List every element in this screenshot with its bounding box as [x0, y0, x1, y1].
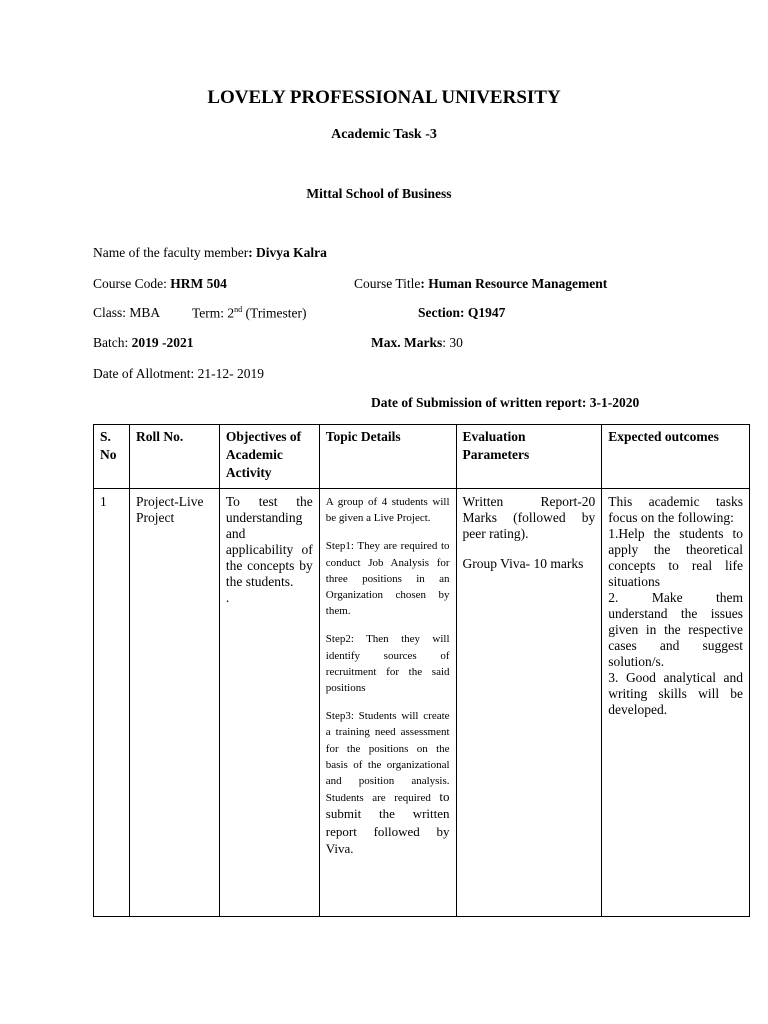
header-sno: S. No: [94, 425, 130, 489]
course-code-line: [93, 276, 227, 292]
term-rest: (Trimester): [242, 305, 307, 321]
allotment-text: Date of Allotment: 21-12- 2019: [93, 366, 264, 381]
header-outcomes: Expected outcomes: [602, 425, 750, 489]
outcome-intro: This academic tasks focus on the following:: [608, 494, 743, 525]
topic-step2: Step2: Then they will identify sources of recruitment for the said positions: [325, 633, 450, 695]
cell-roll: Project-Live Project: [129, 489, 219, 917]
cell-objectives: [219, 489, 319, 917]
course-title-value: : Human Resource Management: [420, 276, 608, 291]
course-title-line: [354, 276, 607, 292]
task-title: Academic Task -3: [331, 127, 437, 142]
max-marks-value: : 30: [442, 335, 463, 350]
section-text: Section: Q1947: [418, 305, 506, 320]
header-evaluation: Evaluation Parameters: [456, 425, 602, 489]
max-marks-line: [371, 335, 463, 351]
term-label: Term: 2: [192, 305, 235, 321]
topic-step3: [326, 708, 450, 858]
eval-written: Written Report-20 Marks (followed by peer rating).: [462, 494, 596, 541]
max-marks-label: Max. Marks: [371, 335, 443, 350]
header-topic: Topic Details: [319, 425, 456, 489]
topic-step1: Step1: They are required to conduct Job Analysis for three positions in an Organization chosen by them.: [325, 540, 450, 618]
topic-intro: A group of 4 students will be given a Live Project.: [325, 496, 450, 525]
cell-topic: [319, 489, 456, 917]
objectives-text: To test the understanding and applicability of the concepts by the students.: [225, 494, 313, 589]
course-title-label: Course Title: [354, 276, 421, 291]
header-objectives: Objectives of Academic Activity: [219, 425, 319, 489]
task-table: [93, 424, 750, 917]
course-code-value: HRM 504: [170, 276, 227, 291]
batch-line: [93, 335, 194, 351]
cell-evaluation: [456, 489, 602, 917]
eval-viva: Group Viva- 10 marks: [462, 556, 584, 571]
batch-value: 2019 -2021: [131, 335, 194, 350]
topic-step3-b: to submit the written report followed by Viva.: [325, 789, 450, 856]
term-line: [192, 305, 307, 322]
outcome-2: 2. Make them understand the issues given in the respective cases and suggest solution/s.: [608, 590, 743, 669]
faculty-value: : Divya Kalra: [248, 245, 327, 260]
topic-step3-a: Step3: Students will create a training need assessment for the positions on the basis of the organizational and position analysis. Students are required: [325, 710, 450, 805]
submission-text: Date of Submission of written report: 3-1-2020: [371, 395, 640, 410]
cell-outcomes: [602, 489, 750, 917]
faculty-label: Name of the faculty member: [93, 245, 249, 260]
table-header-row: [94, 425, 750, 489]
outcome-1: 1.Help the students to apply the theoretical concepts to real life situations: [608, 526, 743, 589]
university-title: LOVELY PROFESSIONAL UNIVERSITY: [207, 87, 561, 108]
school-name: Mittal School of Business: [306, 186, 452, 201]
class-text: Class: MBA: [93, 305, 161, 320]
faculty-line: [93, 245, 327, 261]
cell-sno: 1: [94, 489, 130, 917]
table-row: [94, 489, 750, 917]
objectives-dot: .: [225, 590, 230, 605]
batch-label: Batch:: [93, 335, 132, 350]
outcome-3: 3. Good analytical and writing skills will be developed.: [608, 670, 743, 717]
header-roll: Roll No.: [129, 425, 219, 489]
term-sup: nd: [234, 305, 243, 314]
course-code-label: Course Code:: [93, 276, 171, 291]
